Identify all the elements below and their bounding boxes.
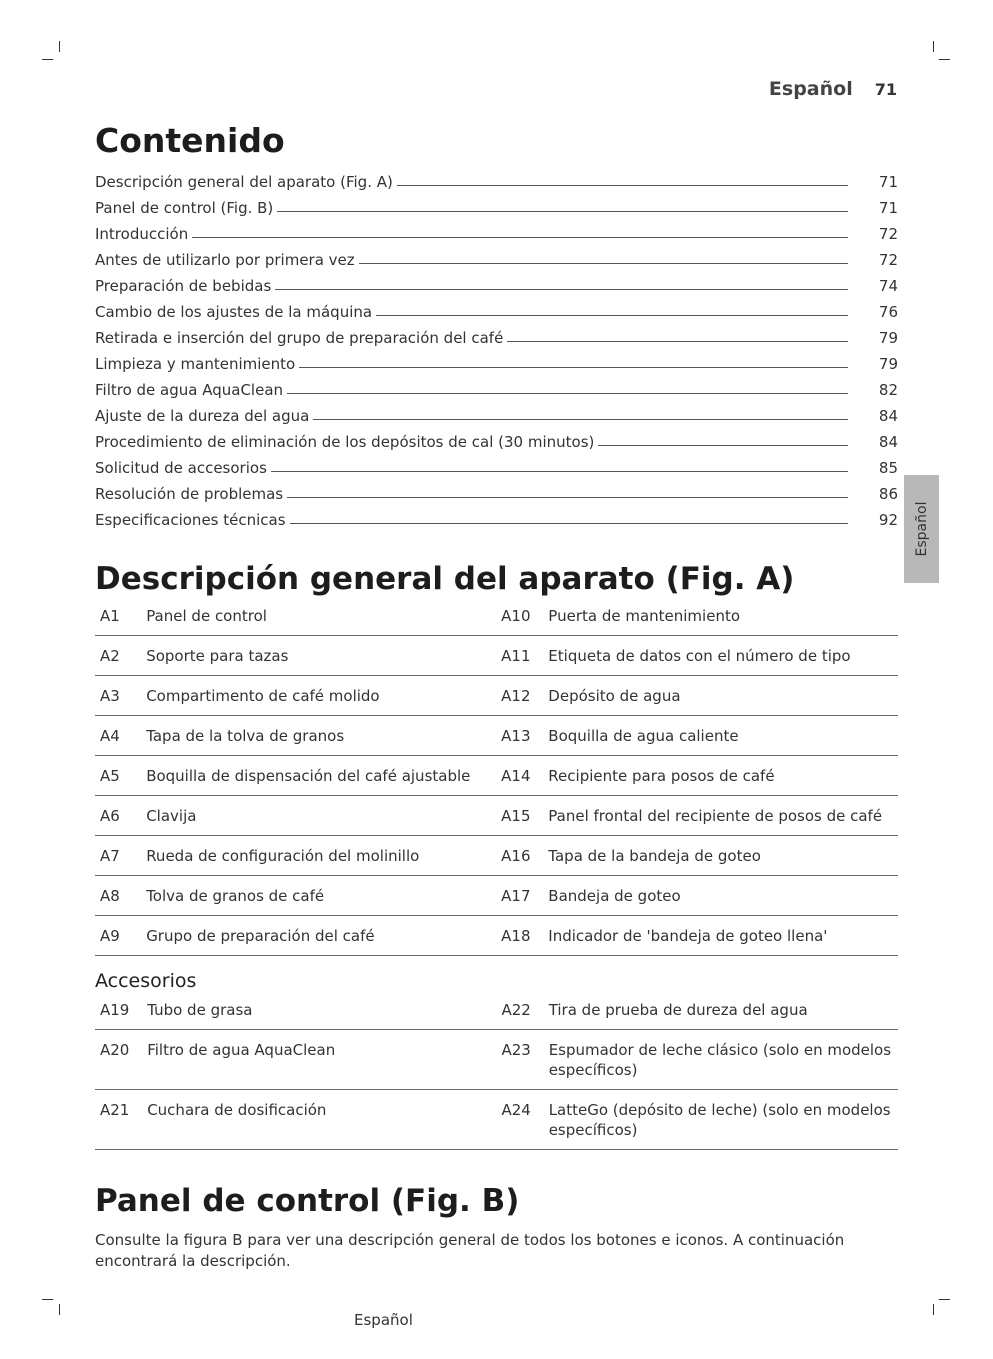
toc-entry [95, 504, 898, 530]
part-code: A12 [496, 676, 543, 716]
footer-language: Español [354, 1311, 413, 1329]
toc-entry-page: 85 [878, 459, 898, 477]
part-description: Tubo de grasa [142, 996, 496, 1030]
language-side-tab [904, 475, 939, 583]
toc-entry-title: Ajuste de la dureza del agua [95, 407, 310, 425]
part-code: A9 [95, 916, 141, 956]
part-description: Bandeja de goteo [543, 876, 898, 916]
table-of-contents [95, 166, 898, 530]
toc-entry-title: Retirada e inserción del grupo de preparación del café [95, 329, 504, 347]
toc-leader-line [598, 444, 848, 446]
toc-leader-line [507, 340, 848, 342]
crop-mark [42, 1299, 53, 1300]
toc-entry-page: 92 [878, 511, 898, 529]
toc-entry [95, 374, 898, 400]
table-row [95, 676, 898, 716]
part-code: A20 [95, 1030, 142, 1090]
part-description: Recipiente para posos de café [543, 756, 898, 796]
part-code: A8 [95, 876, 141, 916]
part-code: A22 [496, 996, 543, 1030]
table-row [95, 1090, 898, 1150]
part-description: Boquilla de dispensación del café ajustable [141, 756, 496, 796]
toc-leader-line [275, 288, 848, 290]
part-code: A4 [95, 716, 141, 756]
part-code: A2 [95, 636, 141, 676]
part-description: Compartimento de café molido [141, 676, 496, 716]
side-tab-label: Español [913, 501, 930, 557]
toc-entry-page: 84 [878, 407, 898, 425]
part-description: Clavija [141, 796, 496, 836]
page-number: 71 [874, 80, 897, 99]
toc-entry [95, 452, 898, 478]
toc-entry [95, 218, 898, 244]
table-row [95, 636, 898, 676]
toc-entry-title: Descripción general del aparato (Fig. A) [95, 173, 393, 191]
part-description: Panel frontal del recipiente de posos de café [543, 796, 898, 836]
toc-entry-title: Antes de utilizarlo por primera vez [95, 251, 355, 269]
toc-entry [95, 296, 898, 322]
part-description: Grupo de preparación del café [141, 916, 496, 956]
part-code: A6 [95, 796, 141, 836]
table-row [95, 996, 898, 1030]
part-description: Cuchara de dosificación [142, 1090, 496, 1150]
part-code: A18 [496, 916, 543, 956]
part-code: A21 [95, 1090, 142, 1150]
toc-leader-line [313, 418, 848, 420]
crop-mark [933, 41, 934, 52]
part-description: Tolva de granos de café [141, 876, 496, 916]
crop-mark [59, 1304, 60, 1315]
toc-entry-page: 82 [878, 381, 898, 399]
part-description: Etiqueta de datos con el número de tipo [543, 636, 898, 676]
toc-entry-title: Especificaciones técnicas [95, 511, 286, 529]
part-description: Depósito de agua [543, 676, 898, 716]
toc-entry-page: 72 [878, 251, 898, 269]
crop-mark [42, 59, 53, 60]
toc-entry [95, 270, 898, 296]
toc-leader-line [277, 210, 848, 212]
toc-entry [95, 348, 898, 374]
toc-entry [95, 322, 898, 348]
table-row [95, 876, 898, 916]
part-description: Tapa de la tolva de granos [141, 716, 496, 756]
crop-mark [933, 1304, 934, 1315]
toc-leader-line [359, 262, 848, 264]
part-description: Tapa de la bandeja de goteo [543, 836, 898, 876]
toc-leader-line [287, 392, 848, 394]
control-panel-title: Panel de control (Fig. B) [95, 1183, 520, 1219]
part-description: Puerta de mantenimiento [543, 602, 898, 636]
toc-leader-line [287, 496, 848, 498]
toc-leader-line [271, 470, 848, 472]
toc-entry-page: 79 [878, 329, 898, 347]
part-code: A5 [95, 756, 141, 796]
toc-entry-page: 84 [878, 433, 898, 451]
part-description: Filtro de agua AquaClean [142, 1030, 496, 1090]
toc-entry [95, 166, 898, 192]
toc-entry-page: 86 [878, 485, 898, 503]
crop-mark [939, 1299, 950, 1300]
table-row [95, 796, 898, 836]
page-content [95, 118, 898, 1272]
toc-entry [95, 426, 898, 452]
crop-mark [59, 41, 60, 52]
running-head [769, 78, 897, 100]
part-description: LatteGo (depósito de leche) (solo en modelos específicos) [544, 1090, 898, 1150]
toc-entry-title: Preparación de bebidas [95, 277, 272, 295]
table-row [95, 602, 898, 636]
accessories-table [95, 996, 898, 1150]
toc-leader-line [290, 522, 848, 524]
toc-entry [95, 400, 898, 426]
part-code: A17 [496, 876, 543, 916]
overview-parts-table [95, 602, 898, 956]
toc-entry-title: Solicitud de accesorios [95, 459, 267, 477]
part-description: Boquilla de agua caliente [543, 716, 898, 756]
part-description: Soporte para tazas [141, 636, 496, 676]
part-code: A3 [95, 676, 141, 716]
table-row [95, 836, 898, 876]
part-description: Tira de prueba de dureza del agua [544, 996, 898, 1030]
toc-entry [95, 478, 898, 504]
crop-mark [939, 59, 950, 60]
toc-entry [95, 192, 898, 218]
toc-entry-page: 71 [878, 173, 898, 191]
toc-title: Contenido [95, 121, 285, 160]
part-code: A15 [496, 796, 543, 836]
part-code: A7 [95, 836, 141, 876]
toc-entry-title: Cambio de los ajustes de la máquina [95, 303, 373, 321]
toc-entry-title: Introducción [95, 225, 189, 243]
accessories-title: Accesorios [95, 970, 197, 992]
toc-entry-title: Filtro de agua AquaClean [95, 381, 284, 399]
part-code: A19 [95, 996, 142, 1030]
part-code: A23 [496, 1030, 543, 1090]
overview-title: Descripción general del aparato (Fig. A) [95, 561, 795, 597]
part-code: A10 [496, 602, 543, 636]
toc-entry [95, 244, 898, 270]
part-code: A1 [95, 602, 141, 636]
part-description: Indicador de 'bandeja de goteo llena' [543, 916, 898, 956]
part-code: A24 [496, 1090, 543, 1150]
table-row [95, 1030, 898, 1090]
toc-entry-title: Limpieza y mantenimiento [95, 355, 296, 373]
toc-entry-title: Resolución de problemas [95, 485, 284, 503]
table-row [95, 916, 898, 956]
toc-entry-page: 79 [878, 355, 898, 373]
part-code: A11 [496, 636, 543, 676]
toc-leader-line [192, 236, 848, 238]
running-head-language: Español [768, 78, 853, 100]
table-row [95, 716, 898, 756]
toc-entry-page: 71 [878, 199, 898, 217]
toc-leader-line [376, 314, 848, 316]
part-code: A13 [496, 716, 543, 756]
part-code: A14 [496, 756, 543, 796]
part-description: Panel de control [141, 602, 496, 636]
toc-entry-page: 76 [878, 303, 898, 321]
part-description: Rueda de configuración del molinillo [141, 836, 496, 876]
part-code: A16 [496, 836, 543, 876]
toc-entry-title: Procedimiento de eliminación de los depósitos de cal (30 minutos) [95, 433, 595, 451]
control-panel-text: Consulte la figura B para ver una descripción general de todos los botones e iconos. A continuación encontrará la descripción. [95, 1231, 845, 1270]
toc-entry-page: 72 [878, 225, 898, 243]
toc-entry-title: Panel de control (Fig. B) [95, 199, 274, 217]
table-row [95, 756, 898, 796]
part-description: Espumador de leche clásico (solo en modelos específicos) [544, 1030, 898, 1090]
toc-leader-line [299, 366, 848, 368]
toc-leader-line [397, 184, 848, 186]
toc-entry-page: 74 [878, 277, 898, 295]
